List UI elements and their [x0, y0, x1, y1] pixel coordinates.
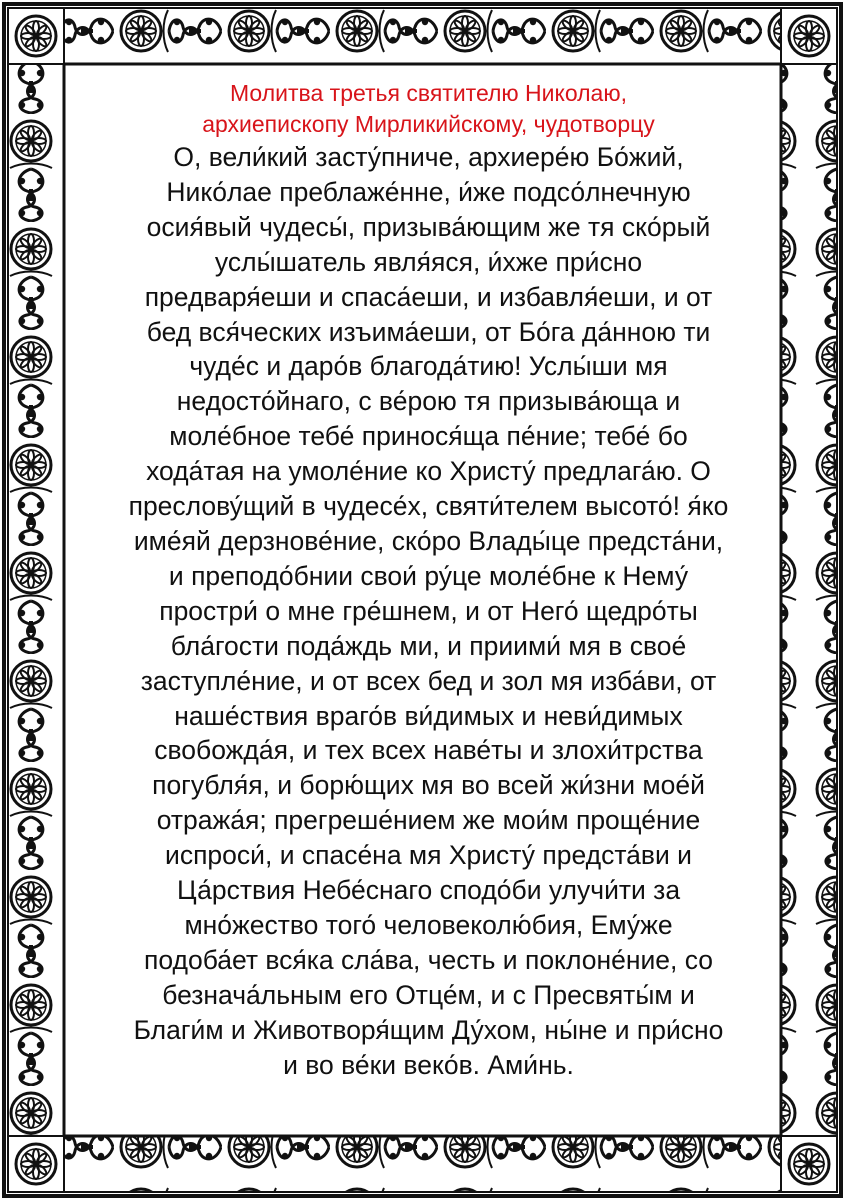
prayer-title: Молитва третья святителю Николаю, архиепископу Мирликийскому, чудотворцу: [202, 80, 655, 137]
prayer-text: О, вели́кий засту́пниче, архиере́ю Бо́жий, Нико́лае преблаже́нне, и́же подсо́лнечную осия́вый чудесы́, призыва́ющим же тя ско́рый услы́шатель явля́яся, и́хже при́сно предваря́еши и спаса́еши, и избавля́еши, и от бед вся́ческих изъима́еши, от Бо́га да́нною ти чуде́с и даро́в благода́тию! Услы́ши мя недосто́йнаго, с ве́рою тя призыва́юща и моле́бное тебе́ принося́ща пе́ние; тебе́ бо хода́тая на умоле́ние ко Христу́ предлага́ю. О преслову́щий в чудесе́х, святи́телем высото́! я́ко име́яй дерзнове́ние, ско́ро Влады́це предста́ни, и преподо́бнии свои́ ру́це моле́бне к Нему́ простри́ о мне гре́шнем, и от Него́ щедро́ты бла́гости пода́ждь ми, и приими́ мя в свое́ заступле́ние, и от всех бед и зол мя изба́ви, от наше́ствия враго́в ви́димых и неви́димых свобожда́я, и тех всех наве́ты и злохи́трства погубля́я, и борю́щих мя во всей жи́зни мое́й отража́я; прегреше́нием же мои́м проще́ние испроси́, и спасе́на мя Христу́ предста́ви и Ца́рствия Небе́снаго сподо́би улучи́ти за мно́жество того́ человеколю́бия, Ему́же подоба́ет вся́ка сла́ва, честь и поклоне́ние, со безнача́льным его Отце́м, и с Пресвяты́м и Благи́м и Животворя́щим Ду́хом, ны́не и при́сно и во ве́ки веко́в. Ами́нь.: [128, 142, 729, 1080]
prayer-content: [70, 74, 787, 1124]
